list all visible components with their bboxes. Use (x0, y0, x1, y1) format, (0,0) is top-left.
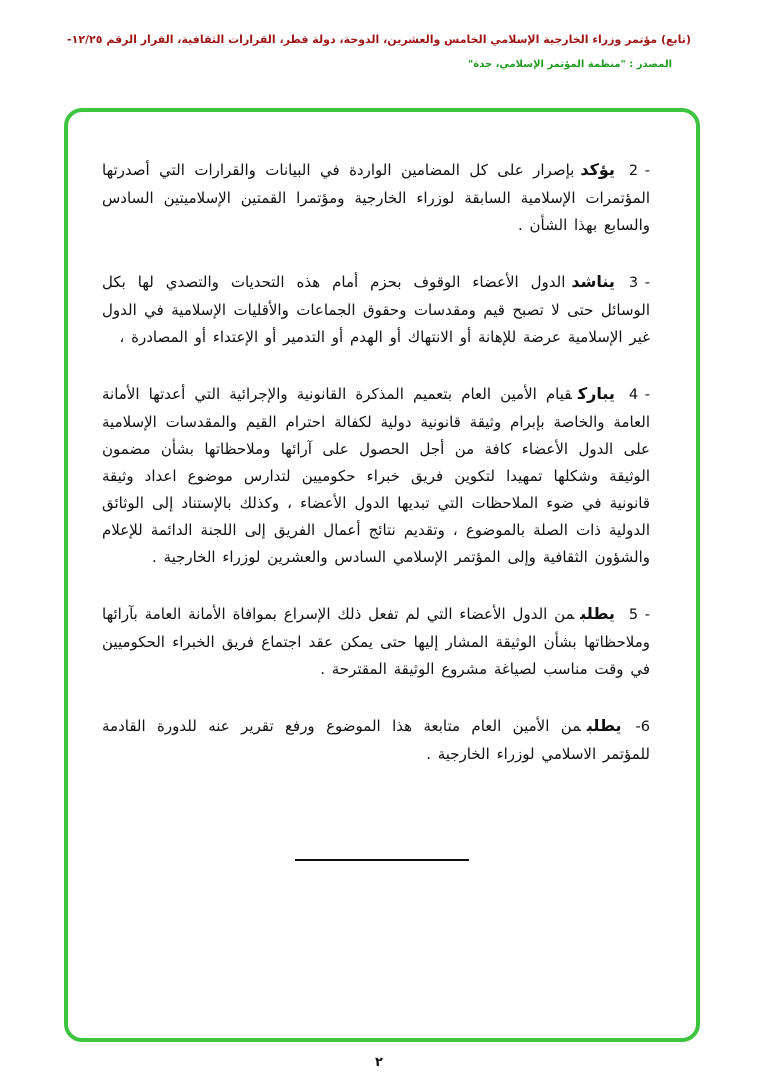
item-text: من الأمين العام متابعة هذا الموضوع ورفع تقرير عنه للدورة القادمة للمؤتمر الاسلامي لوزراء الخارجية . (102, 717, 650, 763)
resolution-item-2 (102, 156, 650, 239)
item-number: 2 - (628, 163, 650, 179)
end-rule (295, 859, 469, 861)
item-lead-word: يبارك (577, 384, 615, 403)
source-line: المصدر : "منظمة المؤتمر الإسلامي، جدة" (467, 59, 672, 70)
item-lead-word: يؤكد (580, 160, 615, 179)
resolution-paragraph (102, 712, 650, 768)
resolution-paragraph (102, 380, 650, 571)
item-lead-word: يطلب (580, 604, 615, 623)
resolution-item-4 (102, 380, 650, 571)
item-text: من الدول الأعضاء التي لم تفعل ذلك الإسراع بموافاة الأمانة العامة بآرائها وملاحظاتها بشأن الوثيقة المشار إليها حتى يمكن عقد اجتماع فريق الخبراء الحكوميين في وقت مناسب لصياغة مشروع الوثيقة المقترحة . (102, 605, 650, 678)
item-number: -6 (635, 719, 650, 735)
item-number: 3 - (628, 275, 650, 291)
item-number: 4 - (628, 387, 650, 403)
page-number: ٢ (375, 1055, 383, 1070)
document-header-line: (تابع) مؤتمر وزراء الخارجية الإسلامي الخامس والعشرين، الدوحة، دولة قطر، القرارات الثقافية، القرار الرقم ١٢/٢٥- (67, 33, 691, 46)
resolution-item-3 (102, 268, 650, 351)
content-frame (64, 108, 700, 1042)
resolution-item-5 (102, 600, 650, 683)
item-text: بإصرار على كل المضامين الواردة في البيانات والقرارات التي أصدرتها المؤتمرات الإسلامية السابقة لوزراء الخارجية ومؤتمرا القمتين الإسلاميتين السادس والسابع بهذا الشأن . (102, 161, 650, 234)
resolution-paragraph (102, 268, 650, 351)
resolution-paragraph (102, 156, 650, 239)
item-number: 5 - (628, 607, 650, 623)
resolution-item-6 (102, 712, 650, 768)
resolution-paragraph (102, 600, 650, 683)
item-lead-word: يطلب (586, 716, 622, 735)
item-lead-word: يناشد (571, 272, 615, 291)
item-text: الدول الأعضاء الوقوف بحزم أمام هذه التحديات والتصدي لها بكل الوسائل حتى لا تصبح قيم ومقدسات وحقوق الجماعات والأقليات الإسلامية في الدول غير الإسلامية عرضة للإهانة أو الانتهاك أو الهدم أو التدمير أو الإعتداء أو المصادرة ، (102, 273, 650, 346)
item-text: قيام الأمين العام بتعميم المذكرة القانونية والإجرائية التي أعدتها الأمانة العامة والخاصة بإبرام وثيقة قانونية دولية لكفالة احترام القيم والمقدسات الإسلامية على الدول الأعضاء كافة من أجل الحصول على آرائها وملاحظاتها بشأن مضمون الوثيقة وشكلها تمهيدا لتكوين فريق خبراء حكوميين لتدارس موضوع اعداد وثيقة قانونية في ضوء الملاحظات التي تبديها الدول الأعضاء ، وكذلك بالإستناد إلى الوثائق الدولية ذات الصلة بالموضوع ، وتقديم نتائج أعمال الفريق إلى اللجنة الدائمة للإعلام والشؤون الثقافية وإلى المؤتمر الإسلامي السادس والعشرين لوزراء الخارجية . (102, 385, 650, 566)
